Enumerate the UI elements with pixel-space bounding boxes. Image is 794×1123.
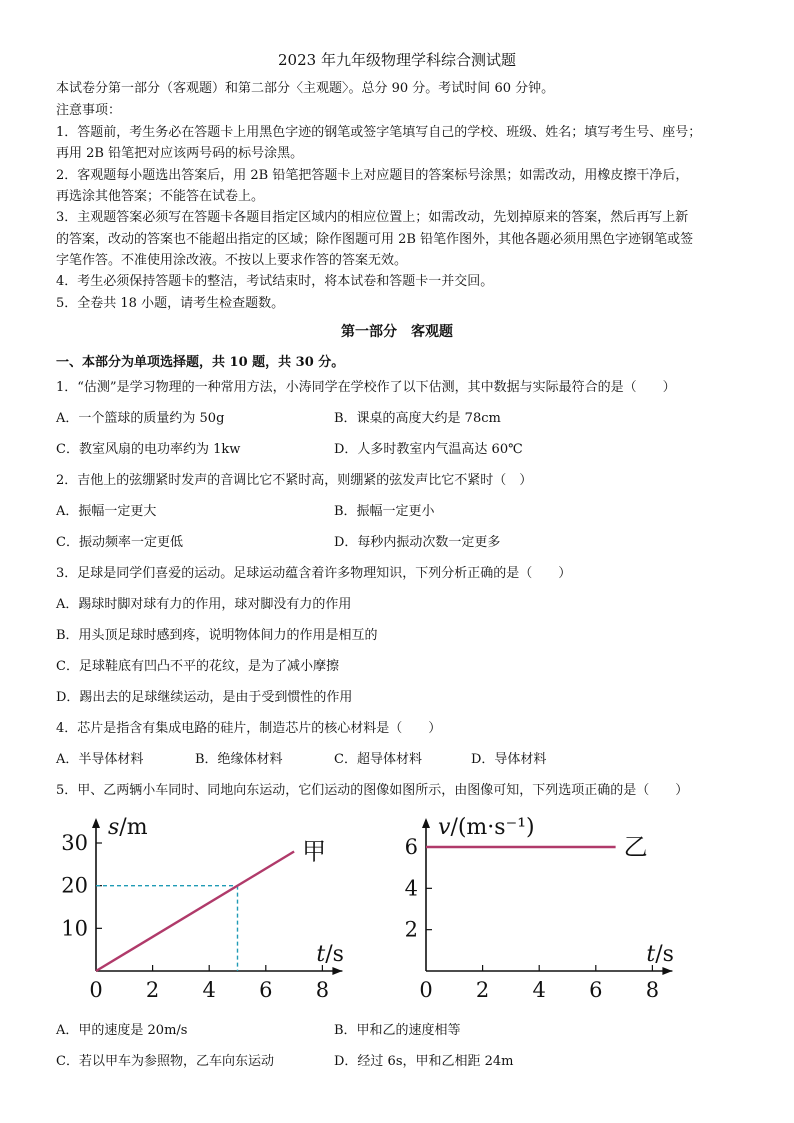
option-c: C．振动频率一定更低 bbox=[56, 535, 183, 550]
x-tick-label: 6 bbox=[259, 978, 273, 1002]
s-t-graph bbox=[50, 808, 370, 1010]
x-tick-label: 6 bbox=[589, 978, 603, 1002]
option-a: A．半导体材料 bbox=[56, 752, 144, 767]
section-heading: 一、本部分为单项选择题，共 10 题，共 30 分。 bbox=[56, 355, 345, 370]
x-tick-label: 4 bbox=[532, 978, 546, 1002]
series-label: 乙 bbox=[623, 833, 648, 861]
y-tick-label: 6 bbox=[404, 835, 418, 859]
x-axis-arrow bbox=[662, 967, 672, 975]
notice-line: 再选涂其他答案；不能答在试卷上。 bbox=[56, 189, 265, 204]
option-c: C．教室风扇的电功率约为 1kw bbox=[56, 442, 241, 457]
notice-line: 的答案，改动的答案也不能超出指定的区域；除作图题可用 2B 铅笔作图外，其他各题必须用黑色字迹钢笔或签 bbox=[56, 232, 694, 247]
y-tick-label: 20 bbox=[61, 873, 88, 898]
notice-line: 5．全卷共 18 小题，请考生检查题数。 bbox=[56, 296, 285, 311]
option-a: A．甲的速度是 20m/s bbox=[56, 1023, 188, 1038]
question-stem: 3．足球是同学们喜爱的运动。足球运动蕴含着许多物理知识，下列分析正确的是（ ） bbox=[56, 566, 572, 581]
option-d: D．人多时教室内气温高达 60℃ bbox=[334, 442, 523, 457]
notice-line: 再用 2B 铅笔把对应该两号码的标号涂黑。 bbox=[56, 146, 304, 161]
question-stem: 1．“估测”是学习物理的一种常用方法，小涛同学在学校作了以下估测，其中数据与实际最符合的是（ ） bbox=[56, 380, 676, 395]
x-tick-label: 8 bbox=[315, 978, 330, 1002]
notice-heading: 注意事项： bbox=[56, 103, 122, 118]
notice-line: 2．客观题每小题选出答案后，用 2B 铅笔把答题卡上对应题目的答案标号涂黑；如需改动，用橡皮擦干净后， bbox=[56, 168, 689, 183]
y-tick-label: 10 bbox=[61, 916, 88, 941]
x-axis-label: t/s bbox=[316, 942, 344, 967]
option-c: C．足球鞋底有凹凸不平的花纹，是为了减小摩擦 bbox=[56, 659, 339, 674]
option-c: C．若以甲车为参照物，乙车向东运动 bbox=[56, 1054, 274, 1069]
option-b: B．用头顶足球时感到疼，说明物体间力的作用是相互的 bbox=[56, 628, 378, 643]
option-d: D．经过 6s，甲和乙相距 24m bbox=[334, 1054, 514, 1069]
x-tick-label: 0 bbox=[89, 978, 103, 1002]
option-b: B．振幅一定更小 bbox=[334, 504, 435, 519]
option-b: B．绝缘体材料 bbox=[195, 752, 283, 767]
option-a: A．踢球时脚对球有力的作用，球对脚没有力的作用 bbox=[56, 597, 352, 612]
notice-line: 字笔作答。不准使用涂改液。不按以上要求作答的答案无效。 bbox=[56, 253, 408, 268]
exam-title: 2023 年九年级物理学科综合测试题 bbox=[278, 51, 516, 69]
y-tick-label: 4 bbox=[404, 876, 418, 901]
option-b: B．甲和乙的速度相等 bbox=[334, 1023, 461, 1038]
option-c: C．超导体材料 bbox=[334, 752, 422, 767]
x-tick-label: 2 bbox=[145, 978, 160, 1002]
question-stem: 4．芯片是指含有集成电路的硅片，制造芯片的核心材料是（ ） bbox=[56, 721, 442, 736]
y-axis-arrow bbox=[92, 818, 100, 828]
notice-line: 1．答题前，考生务必在答题卡上用黑色字迹的钢笔或签字笔填写自己的学校、班级、姓名；填写考生号、座号； bbox=[56, 125, 702, 140]
option-a: A．一个篮球的质量约为 50g bbox=[56, 411, 225, 426]
x-tick-label: 2 bbox=[475, 978, 490, 1002]
series-label: 甲 bbox=[302, 837, 327, 866]
question-stem: 2．吉他上的弦绷紧时发声的音调比它不紧时高，则绷紧的弦发声比它不紧时（ ） bbox=[56, 473, 533, 488]
series-line bbox=[96, 852, 294, 971]
x-tick-label: 0 bbox=[419, 978, 433, 1002]
option-b: B．课桌的高度大约是 78cm bbox=[334, 411, 501, 426]
y-tick-label: 2 bbox=[404, 917, 418, 942]
notice-line: 4．考生必须保持答题卡的整洁，考试结束时，将本试卷和答题卡一并交回。 bbox=[56, 274, 494, 289]
y-tick-label: 30 bbox=[61, 831, 88, 855]
option-d: D．每秒内振动次数一定更多 bbox=[334, 535, 501, 550]
y-axis-label: v/(m·s⁻¹) bbox=[438, 815, 535, 840]
x-tick-label: 8 bbox=[645, 978, 660, 1002]
y-axis-label: s/m bbox=[108, 815, 148, 840]
x-axis-arrow bbox=[332, 967, 342, 975]
option-d: D．导体材料 bbox=[471, 752, 547, 767]
notice-line: 3．主观题答案必须写在答题卡各题目指定区域内的相应位置上；如需改动，先划掉原来的答案，然后再写上新 bbox=[56, 210, 689, 225]
exam-intro: 本试卷分第一部分（客观题）和第二部分〈主观题〉。总分 90 分。考试时间 60 分钟。 bbox=[56, 81, 555, 96]
option-d: D．踢出去的足球继续运动，是由于受到惯性的作用 bbox=[56, 690, 353, 705]
question-stem: 5．甲、乙两辆小车同时、同地向东运动，它们运动的图像如图所示，由图像可知，下列选项正确的是（ ） bbox=[56, 783, 689, 798]
y-axis-arrow bbox=[422, 818, 430, 828]
x-tick-label: 4 bbox=[202, 978, 216, 1002]
part-title: 第一部分 客观题 bbox=[341, 324, 453, 340]
option-a: A．振幅一定更大 bbox=[56, 504, 157, 519]
x-axis-label: t/s bbox=[646, 942, 674, 967]
v-t-graph bbox=[380, 808, 700, 1010]
